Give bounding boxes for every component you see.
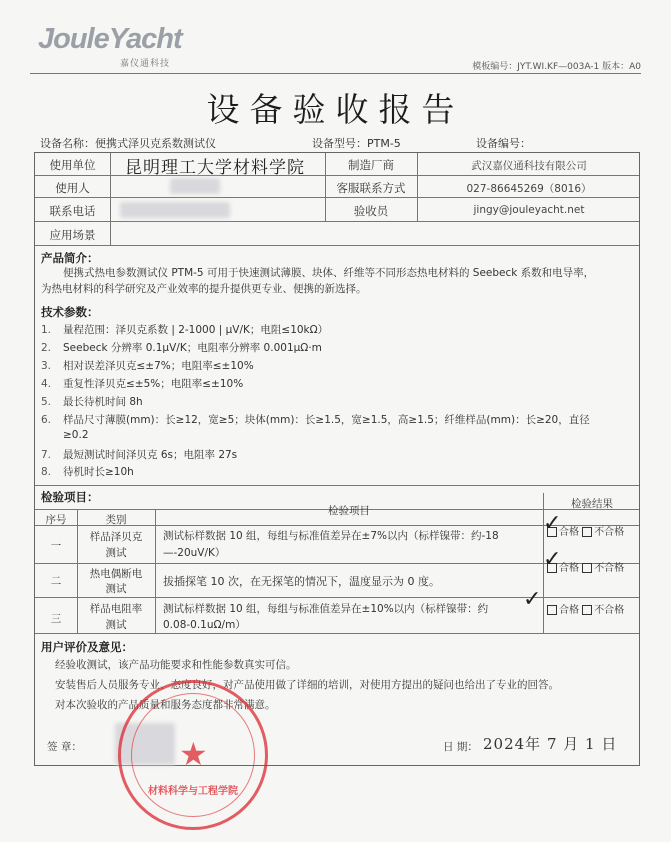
user-label: 使用人 [55,181,90,195]
acceptor-value: jingy@jouleyacht.net [473,204,585,216]
evaluation-line: 安装售后人员服务专业、态度良好，对产品使用做了详细的培训，对使用方提出的疑问也给出了专业的回答。 [55,679,559,691]
manufacturer-value: 武汉嘉仪通科技有限公司 [471,160,587,172]
row-type: 样品泽贝克 [89,531,143,543]
row-item: 测试标样数据 10 组，每组与标准值差异在±10%以内（标样镍带：约 [163,603,489,615]
specs-title: 技术参数： [41,305,99,319]
header-divider [30,73,641,74]
device-model: 设备型号：PTM-5 [312,137,401,150]
spec-item: 4. 重复性泽贝克≤±5%；电阻率≤±10% [41,378,244,390]
spec-item: 2. Seebeck 分辨率 0.1μV/K；电阻率分辨率 0.001μΩ·m [41,342,322,354]
spec-item: 6. 样品尺寸薄膜(mm)：长≥12，宽≥5；块体(mm)：长≥1.5，宽≥1.5，高≥1.5；纤维样品(mm)：长≥20，直径 [41,414,590,426]
evaluation-title: 用户评价及意见： [41,640,133,654]
intro-title: 产品简介： [41,251,99,265]
fail-checkbox[interactable] [582,527,592,537]
scene-label: 应用场景 [49,228,96,242]
signature-label: 签 章： [47,741,82,753]
redacted-user [170,178,220,194]
row-type: 测试 [105,547,127,559]
check-mark-icon: ✓ [543,547,562,572]
service-value: 027-86645269（8016） [466,183,592,195]
col-no-header: 序号 [45,514,67,526]
service-label: 客服联系方式 [336,181,406,195]
form-number: 模板编号：JYT.WI.KF—003A-1 版本：A0 [472,62,641,72]
logo-subtitle: 嘉仪通科技 [120,59,171,69]
row-type: 测试 [105,619,127,631]
fail-checkbox[interactable] [582,563,592,573]
spec-item: 3. 相对误差泽贝克≤±7%；电阻率≤±10% [41,360,254,372]
acceptor-label: 验收员 [353,204,389,218]
row-type: 热电偶断电 [89,568,143,580]
phone-label: 联系电话 [49,204,96,218]
row-no: 一 [50,540,62,552]
row-item: 0.08-0.1uΩ/m） [163,619,246,631]
report-table [34,152,640,766]
page-title: 设备验收报告 [206,90,465,129]
device-number: 设备编号： [476,137,531,150]
spec-item: 5. 最长待机时间 8h [41,396,143,408]
result-options: 合格 不合格 [547,523,624,538]
col-result-header: 检验结果 [571,498,613,510]
result-options: 合格 不合格 [547,559,624,574]
col-type-header: 类别 [105,514,127,526]
intro-text-1: 便携式热电参数测试仪 PTM-5 可用于快速测试薄膜、块体、纤维等不同形态热电材料的 Seebeck 系数和电导率， [63,267,595,279]
row-item: 拔插探笔 10 次，在无探笔的情况下，温度显示为 0 度。 [163,575,440,588]
user-unit-label: 使用单位 [49,158,96,172]
row-type: 样品电阻率 [89,603,143,615]
logo-text: JouleYacht [38,23,182,55]
spec-item: 1. 量程范围：泽贝克系数 | 2-1000 | μV/K；电阻≤10kΩ） [41,324,329,336]
intro-text-2: 为热电材料的科学研究及产业效率的提升提供更专业、便携的新选择。 [41,283,367,295]
date-label: 日 期： [443,741,478,753]
evaluation-line: 对本次验收的产品质量和服务态度都非常满意。 [55,699,276,711]
row-no: 三 [50,613,62,625]
spec-item: 7. 最短测试时间泽贝克 6s；电阻率 27s [41,449,238,461]
fail-checkbox[interactable] [582,605,592,615]
inspection-title: 检验项目： [41,490,99,504]
user-unit-value: 昆明理工大学材料学院 [125,158,305,178]
spec-item: ≥0.2 [63,429,89,441]
device-name: 设备名称：便携式泽贝克系数测试仪 [40,137,216,150]
official-seal: ★ 材料科学与工程学院 [118,680,268,830]
result-options: 合格 不合格 [547,601,624,616]
col-item-header: 检验项目 [328,505,370,517]
pass-checkbox[interactable] [547,605,557,615]
company-logo [38,22,182,56]
spec-item: 8. 待机时长≥10h [41,466,134,478]
row-type: 测试 [105,583,127,595]
row-item: —-20uV/K） [163,547,226,559]
redacted-phone [120,202,230,218]
row-item: 测试标样数据 10 组，每组与标准值差异在±7%以内（标样镍带：约-18 [163,530,499,542]
evaluation-line: 经验收测试，该产品功能要求和性能参数真实可信。 [55,659,297,671]
star-icon: ★ [179,735,208,773]
manufacturer-label: 制造厂商 [348,158,394,172]
date-value: 2024年 7 月 1 日 [483,735,618,753]
row-no: 二 [50,575,62,587]
check-mark-icon: ✓ [543,511,562,536]
check-mark-icon: ✓ [523,587,542,612]
